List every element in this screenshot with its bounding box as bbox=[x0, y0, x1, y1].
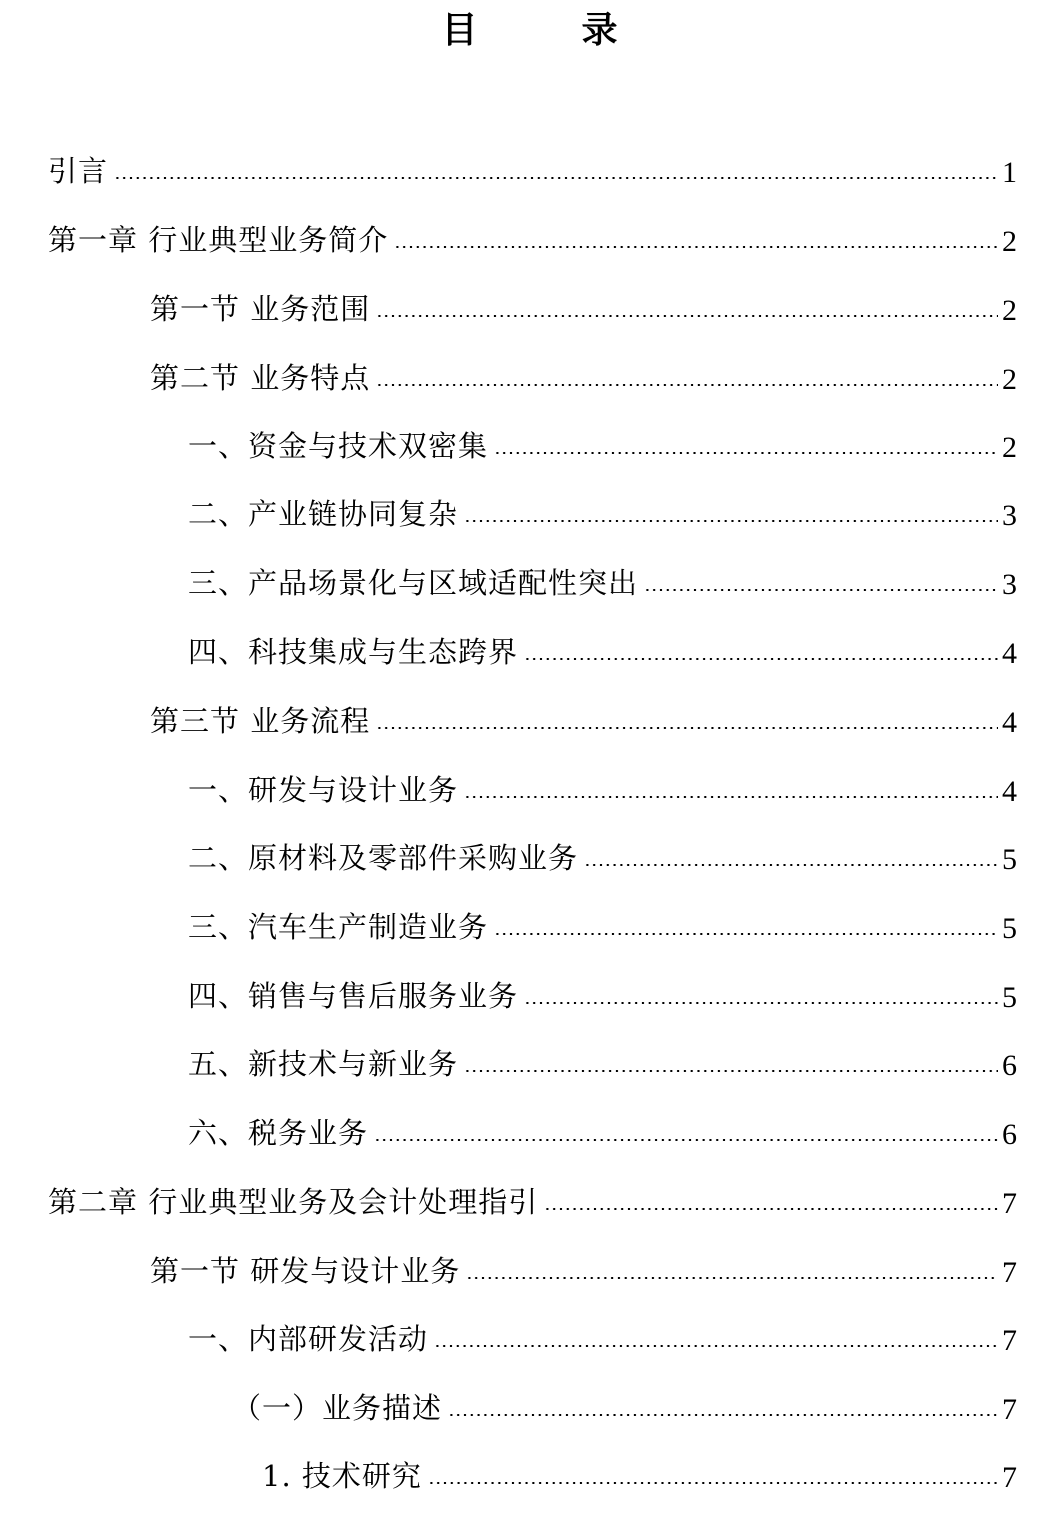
dot-leader bbox=[464, 520, 998, 522]
toc-entry-subitem[interactable] bbox=[262, 1442, 1017, 1510]
dot-leader bbox=[584, 864, 998, 866]
toc-page-number: 6 bbox=[1002, 1118, 1017, 1151]
toc-page-number: 4 bbox=[1002, 775, 1017, 808]
toc-page-number: 2 bbox=[1002, 225, 1017, 258]
toc-page-number: 2 bbox=[1002, 431, 1017, 464]
dot-leader bbox=[524, 658, 998, 660]
dot-leader bbox=[464, 1070, 998, 1072]
dot-leader bbox=[428, 1482, 998, 1484]
toc-entry-label: 二、产业链协同复杂 bbox=[188, 497, 459, 531]
dot-leader bbox=[466, 1277, 998, 1279]
toc-entry-chapter[interactable] bbox=[48, 206, 1017, 274]
toc-entry-subsection[interactable] bbox=[188, 618, 1017, 686]
toc-entry-subsection[interactable] bbox=[188, 549, 1017, 617]
toc-page-number: 4 bbox=[1002, 637, 1017, 670]
toc-page-number: 1 bbox=[1002, 156, 1017, 189]
toc-entry-label: 一、研发与设计业务 bbox=[188, 773, 459, 807]
dot-leader bbox=[494, 933, 998, 935]
dot-leader bbox=[434, 1345, 998, 1347]
toc-page-number: 2 bbox=[1002, 363, 1017, 396]
toc-entry-label: 四、科技集成与生态跨界 bbox=[188, 635, 519, 669]
toc-entry-label: 一、内部研发活动 bbox=[188, 1322, 429, 1356]
toc-entry-label: 1. 技术研究 bbox=[262, 1459, 422, 1493]
toc-entry-label: 六、税务业务 bbox=[188, 1116, 369, 1150]
toc-page-number: 7 bbox=[1002, 1256, 1017, 1289]
toc-page-number: 4 bbox=[1002, 706, 1017, 739]
toc-entry-subsection[interactable] bbox=[188, 962, 1017, 1030]
toc-entry-chapter[interactable] bbox=[48, 1168, 1017, 1236]
toc-entry-section[interactable] bbox=[150, 275, 1017, 343]
dot-leader bbox=[464, 796, 998, 798]
page-title: 目 录 bbox=[441, 9, 652, 51]
toc-entry-label: 一、资金与技术双密集 bbox=[188, 429, 489, 463]
dot-leader bbox=[376, 727, 998, 729]
dot-leader bbox=[494, 452, 998, 454]
dot-leader bbox=[114, 177, 998, 179]
toc-entry-label: 三、产品场景化与区域适配性突出 bbox=[188, 566, 639, 600]
toc-page-number: 2 bbox=[1002, 294, 1017, 327]
toc-entry-label: 四、销售与售后服务业务 bbox=[188, 979, 519, 1013]
toc-entry-subsection[interactable] bbox=[188, 1030, 1017, 1098]
toc-entry-subsection[interactable] bbox=[188, 756, 1017, 824]
toc-entry-label: 第三节 业务流程 bbox=[150, 704, 371, 738]
toc-entry-label: 第二章 行业典型业务及会计处理指引 bbox=[48, 1185, 539, 1219]
dot-leader bbox=[644, 589, 998, 591]
toc-page-number: 5 bbox=[1002, 981, 1017, 1014]
toc-entry-subsection[interactable] bbox=[188, 824, 1017, 892]
toc-page-number: 5 bbox=[1002, 912, 1017, 945]
toc-entry-section[interactable] bbox=[150, 344, 1017, 412]
dot-leader bbox=[374, 1139, 998, 1141]
toc-entry-item[interactable] bbox=[232, 1374, 1017, 1442]
toc-page-number: 6 bbox=[1002, 1049, 1017, 1082]
toc-entry-label: 第一章 行业典型业务简介 bbox=[48, 223, 389, 257]
toc-entry-section[interactable] bbox=[150, 687, 1017, 755]
dot-leader bbox=[394, 246, 998, 248]
toc-entry-section[interactable] bbox=[150, 1237, 1017, 1305]
toc-entry-label: 二、原材料及零部件采购业务 bbox=[188, 841, 579, 875]
toc-page-number: 3 bbox=[1002, 499, 1017, 532]
toc-entry-subsection[interactable] bbox=[188, 1099, 1017, 1167]
toc-page-number: 7 bbox=[1002, 1461, 1017, 1494]
dot-leader bbox=[524, 1002, 998, 1004]
toc-entry-subsection[interactable] bbox=[188, 1305, 1017, 1373]
toc-entry-label: （一）业务描述 bbox=[232, 1391, 443, 1425]
toc-page-number: 3 bbox=[1002, 568, 1017, 601]
dot-leader bbox=[376, 315, 998, 317]
dot-leader bbox=[376, 384, 998, 386]
toc-page-number: 7 bbox=[1002, 1187, 1017, 1220]
toc-entry-label: 引言 bbox=[48, 154, 109, 188]
toc-page-number: 7 bbox=[1002, 1324, 1017, 1357]
toc-entry-introduction[interactable] bbox=[48, 137, 1017, 205]
toc-entry-subsection[interactable] bbox=[188, 893, 1017, 961]
toc-entry-label: 五、新技术与新业务 bbox=[188, 1047, 459, 1081]
dot-leader bbox=[544, 1208, 998, 1210]
toc-entry-label: 三、汽车生产制造业务 bbox=[188, 910, 489, 944]
toc-entry-label: 第一节 研发与设计业务 bbox=[150, 1254, 461, 1288]
toc-entry-subsection[interactable] bbox=[188, 412, 1017, 480]
toc-entry-subsection[interactable] bbox=[188, 480, 1017, 548]
toc-entry-label: 第二节 业务特点 bbox=[150, 361, 371, 395]
toc-page-number: 5 bbox=[1002, 843, 1017, 876]
toc-entry-label: 第一节 业务范围 bbox=[150, 292, 371, 326]
dot-leader bbox=[448, 1414, 998, 1416]
toc-page-number: 7 bbox=[1002, 1393, 1017, 1426]
